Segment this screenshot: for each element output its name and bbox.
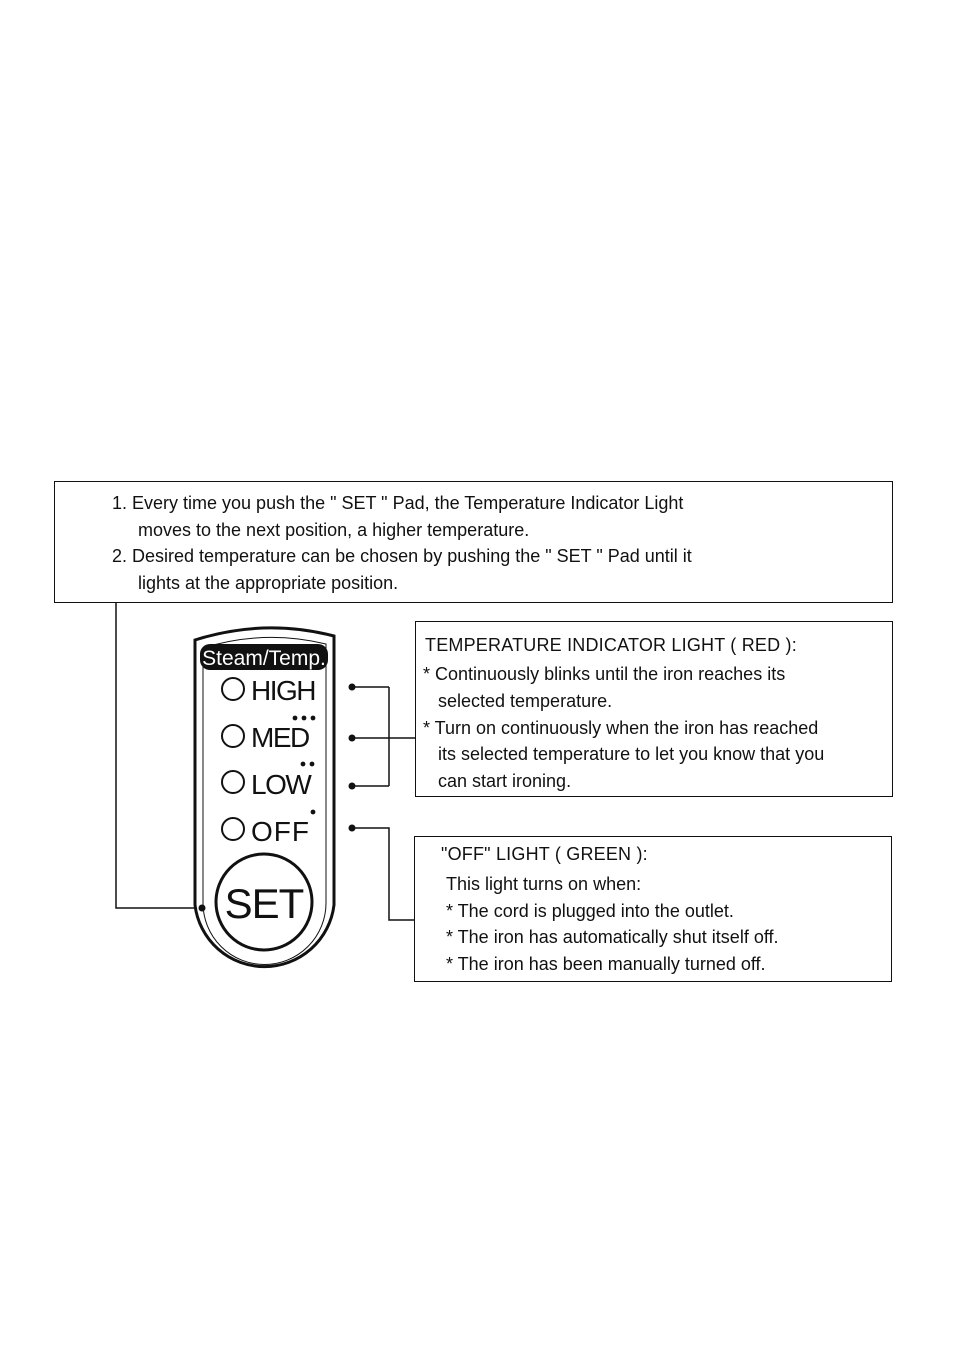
off-steam-dot (311, 810, 316, 815)
temperature-connector-dots (349, 684, 356, 790)
temperature-line-2: selected temperature. (438, 691, 613, 711)
temperature-line-1: * Continuously blinks until the iron reaches its (423, 664, 786, 684)
step1-line2: moves to the next position, a higher temperature. (138, 520, 530, 540)
set-pointer-dot (199, 905, 206, 912)
set-button-label: SET (224, 880, 304, 927)
med-steam-dots (293, 716, 316, 721)
temperature-indicator-title: TEMPERATURE INDICATOR LIGHT ( RED ): (425, 635, 797, 655)
med-label: MED (251, 722, 309, 753)
temperature-line-5: can start ironing. (438, 771, 572, 791)
off-light-item-2: * The iron has automatically shut itself off. (446, 927, 779, 947)
step1-line1: 1. Every time you push the " SET " Pad, the Temperature Indicator Light (112, 493, 684, 513)
temperature-connector (352, 687, 415, 786)
low-label: LOW (251, 769, 311, 800)
temperature-line-3: * Turn on continuously when the iron has reached (423, 718, 819, 738)
step2-line1: 2. Desired temperature can be chosen by pushing the " SET " Pad until it (112, 546, 692, 566)
temperature-indicator-box (415, 621, 893, 797)
off-connector-dot (349, 825, 356, 832)
off-light-item-1: * The cord is plugged into the outlet. (446, 901, 734, 921)
off-light-intro: This light turns on when: (446, 874, 642, 894)
off-connector-line (352, 828, 414, 920)
steam-temp-header: Steam/Temp. (202, 647, 326, 670)
off-light-title: "OFF" LIGHT ( GREEN ): (441, 844, 648, 864)
off-light-item-3: * The iron has been manually turned off. (446, 954, 766, 974)
off-label: OFF (251, 816, 310, 847)
off-light-box (414, 836, 892, 982)
temperature-line-4: its selected temperature to let you know that you (438, 744, 825, 764)
step2-line2: lights at the appropriate position. (138, 573, 399, 593)
high-label: HIGH (251, 675, 315, 706)
set-connector-line (116, 603, 202, 908)
